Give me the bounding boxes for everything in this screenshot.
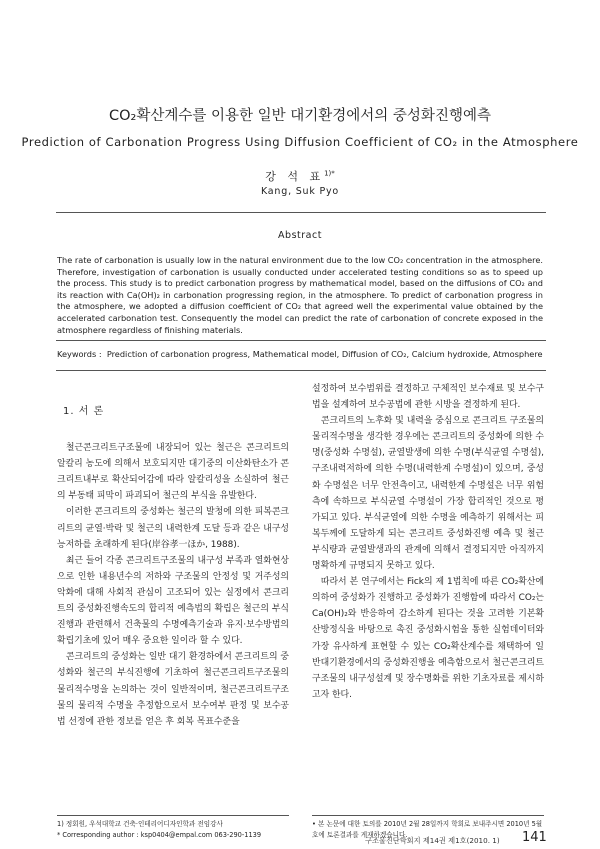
paper-title-korean: CO₂확산계수를 이용한 일반 대기환경에서의 중성화진행예측 (109, 108, 491, 124)
footnote-discussion: • 본 논문에 대한 토의를 2010년 2월 28일까지 학회로 보내주시면 2010년 5월호에 토론결과를 게재하겠습니다. (312, 820, 543, 839)
abstract-heading: Abstract (278, 230, 322, 241)
section-heading-intro: 1. 서 론 (63, 406, 105, 417)
footnotes-left (57, 819, 289, 841)
body-column-left (57, 392, 289, 730)
author-name-ko-text: 강 석 표 (265, 170, 325, 183)
journal-footer: 구조물진단학회지 제14권 제1호(2010. 1) (365, 836, 500, 845)
paragraph: 이러한 콘크리트의 중성화는 철근의 발청에 의한 피복콘크리트의 균열·박락 및 철근의 내력한계 도달 등과 같은 내구성능저하를 초래하게 된다(岸谷孝一ほか, 1988). (57, 507, 289, 550)
author-superscript: 1)* (324, 169, 335, 178)
author-name-korean (0, 168, 600, 184)
paragraph: 콘크리트의 중성화는 일반 대기 환경하에서 콘크리트의 중성화와 철근의 부식진행에 기초하여 철근콘크리트구조물의 물리적수명을 논의하는 것이 일반적이며, 철근콘크리트구조물의 물리적 수명을 추정함으로서 보수여부 판정 및 보수공법 선정에 관한 정보를 얻은 후 회복 목표수준을 (57, 652, 289, 727)
paragraph: 따라서 본 연구에서는 Fick의 제 1법칙에 따른 CO₂확산에 의하여 중성화가 진행하고 중성화가 진행함에 따라서 CO₂는 Ca(OH)₂와 반응하여 감소하게 된다는 것을 고려한 기본확산방정식을 바탕으로 촉진 중성화시험을 통한 실험데이터와 가장 유사하게 표현할 수 있는 CO₂확산계수를 채택하여 일반대기환경에서의 중성화진행을 예측함으로서 철근콘크리트구조물의 내구성설계 및 장수명화를 위한 기초자료를 제시하고자 한다. (312, 577, 544, 700)
page-number: 141 (522, 830, 547, 845)
paragraph: 콘크리트의 노후화 및 내력을 중심으로 콘크리트 구조물의 물리적수명을 생각한 경우에는 콘크리트의 중성화에 의한 수명(중성화 수명설), 균열발생에 의한 수명(부식균열 수명설), 구조내력저하에 의한 수명(내력한계 수명설)이 있으며, 중성화 수명설은 너무 안전측이고, 내력한계 수명설은 너무 위험측에 속하므로 부식균열 수명설이 가장 합리적인 것으로 평가되고 있다. 부식균열에 의한 수명을 예측하기 위해서는 피복두께에 도달하게 되는 콘크리트 중성화진행 예측 및 철근부식량과 균열발생과의 관계에 의해서 결정되지만 아직까지 명확하게 규명되지 못하고 있다. (312, 416, 544, 572)
keywords-text: Prediction of carbonation progress, Mathematical model, Diffusion of CO₂, Calcium hydroxide, Atmosphere (106, 349, 543, 359)
divider-keywords (56, 370, 546, 371)
body-column-right (312, 381, 544, 703)
footnote-affiliation: 1) 정회원, 우석대학교 건축·인테리어디자인학과 전임강사 (57, 820, 223, 828)
paragraph: 철근콘크리트구조물에 내장되어 있는 철근은 콘크리트의 알칼리 농도에 의해서 보호되지만 대기중의 이산화탄소가 콘크리트내부로 확산되어감에 따라 알칼리성을 소실하여 철근의 부동태 피막이 파괴되어 철근의 부식을 유발한다. (57, 443, 289, 502)
keywords-label: Keywords : (57, 349, 102, 359)
paper-title-english: Prediction of Carbonation Progress Using Diffusion Coefficient of CO₂ in the Atmosphere (21, 135, 579, 149)
divider-abstract (56, 340, 546, 341)
divider-top (56, 212, 546, 213)
author-name-english: Kang, Suk Pyo (260, 186, 340, 197)
abstract-body: The rate of carbonation is usually low in the natural environment due to the low CO₂ concentration in the atmosphere. Therefore, investigation of carbonation is usually conducted under accelerated testing conditions so as to speed up the process. This study is to predict carbonation progress by mathematical model, based on the diffusions of CO₂ and its reaction with Ca(OH)₂ in carbonation progressing region, in the atmosphere. To predict of carbonation progress in the atmosphere, we adopted a diffusion coefficient of CO₂ that agreed well the experimental value obtained by the accelerated carbonation test. Consequently the model can predict the rate of carbonation of concrete exposed in the atmosphere regardless of finishing materials. (57, 255, 543, 335)
footnote-rule-left (57, 815, 289, 816)
paragraph: 설정하여 보수범위를 결정하고 구체적인 보수재료 및 보수구법을 설계하여 보수공법에 관한 시방을 결정하게 된다. (312, 384, 544, 411)
footnote-rule-right (312, 815, 544, 816)
keywords (57, 349, 557, 359)
paragraph: 최근 들어 각종 콘크리트구조물의 내구성 부족과 열화현상으로 인한 내용년수의 저하와 구조물의 안정성 및 거주성의 악화에 대해 사회적 관심이 고조되어 있는 실정에서 콘크리트의 중성화진행속도의 합리적 예측법의 확립은 철근의 부식진행과 관련해서 건축물의 수명예측기술과 유지·보수방법의 확립기초에 있어 매우 중요한 일이라 할 수 있다. (57, 555, 289, 647)
footnote-corresponding: * Corresponding author : ksp0404@empal.com 063-290-1139 (57, 831, 262, 839)
